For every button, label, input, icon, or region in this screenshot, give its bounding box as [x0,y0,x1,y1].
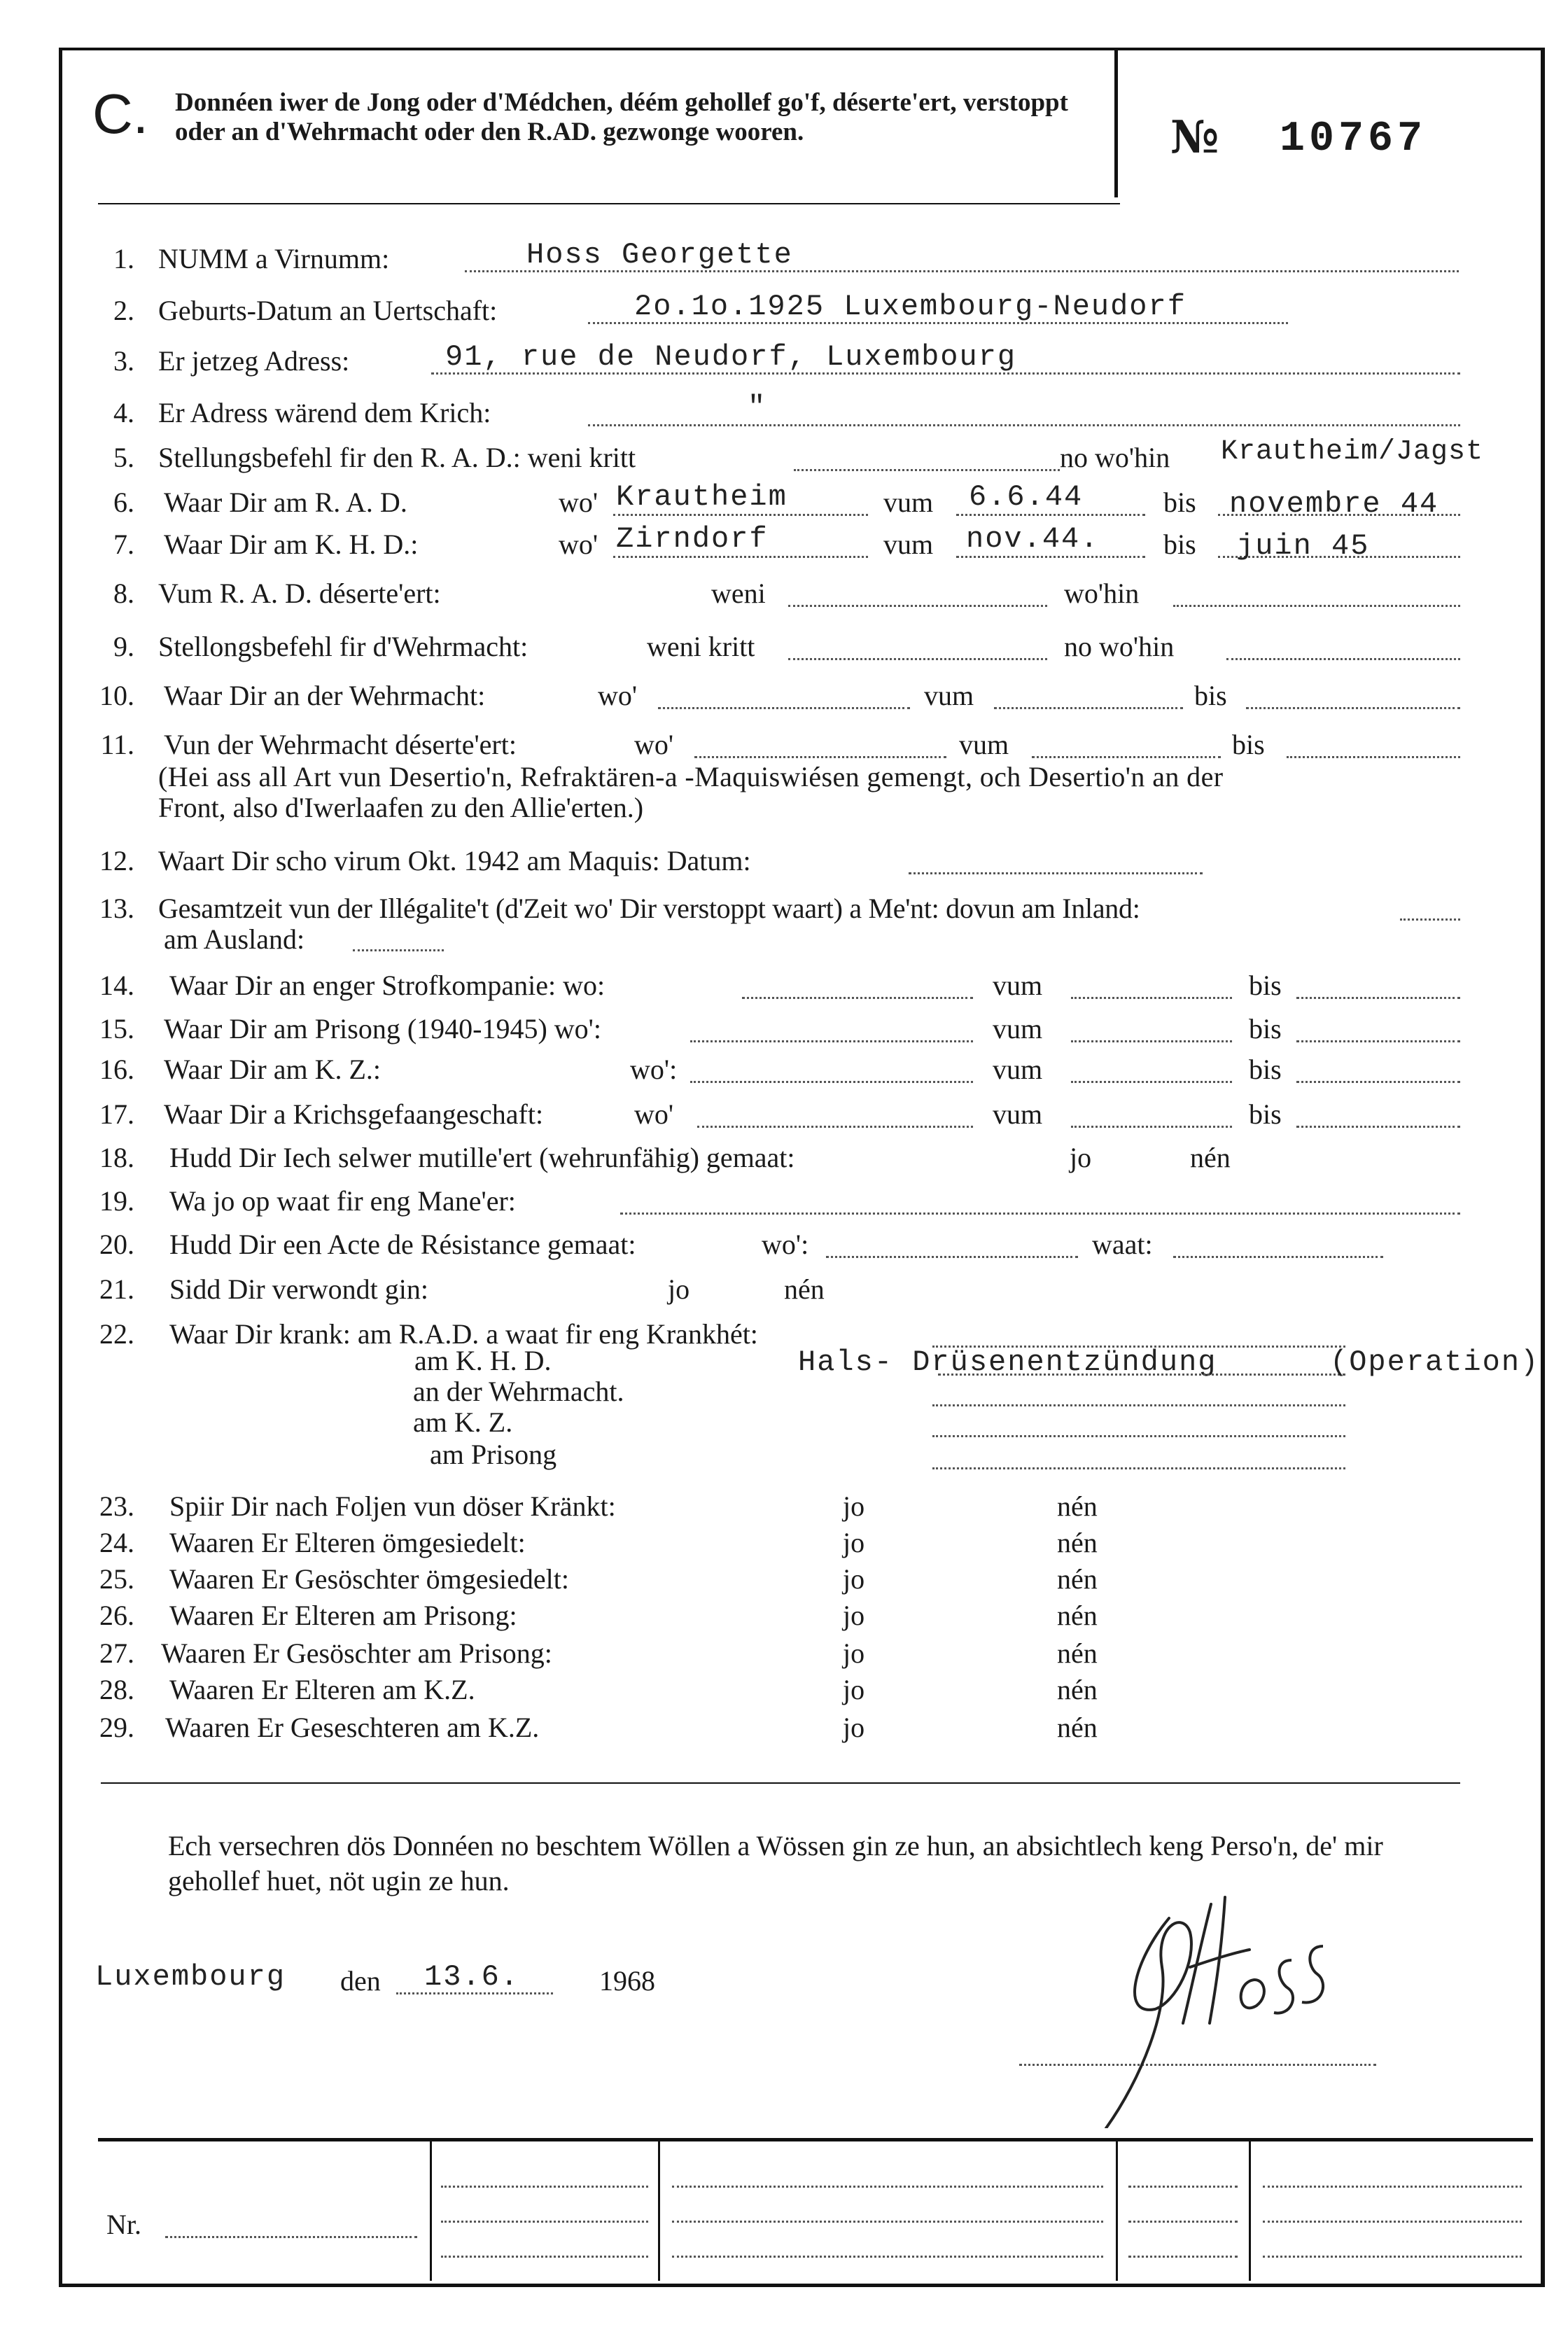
q15-number: 15. [99,1013,134,1044]
q14-vum: vum [993,970,1043,1001]
q1-value[interactable]: Hoss Georgette [526,238,793,272]
q9-weni: weni kritt [647,631,755,662]
q11-from-line [1032,756,1221,758]
q16-wo: wo': [630,1054,678,1085]
q11-wo: wo' [634,729,674,760]
q14-label: Waar Dir an enger Strofkompanie: wo: [169,970,606,1001]
q6-place[interactable]: Krautheim [616,480,788,514]
q4-value[interactable]: " [748,391,767,424]
q22-label: Waar Dir krank: am R.A.D. a waat fir eng Krankhét: [169,1318,758,1350]
cell-1-line-3 [441,2256,648,2258]
q6-from[interactable]: 6.6.44 [969,480,1084,514]
q22-row-wehrmacht: an der Wehrmacht. [413,1376,624,1407]
q8-weni: weni [711,578,766,609]
q22-row-kz: am K. Z. [413,1406,513,1438]
bottom-col-4 [1249,2138,1251,2281]
q24-label: Waaren Er Elteren ömgesiedelt: [169,1527,526,1558]
q16-where-line [690,1081,973,1083]
q4-number: 4. [113,397,134,428]
cell-3-line-2 [1128,2221,1238,2223]
q6-vum: vum [883,487,934,518]
q24-jo[interactable]: jo [843,1527,865,1558]
q13-number: 13. [99,893,134,924]
q22-khd-value[interactable]: Hals- Drüsenentzündung [798,1346,1217,1379]
q13-inland-line [1400,918,1460,921]
q22-row-prisong: am Prisong [430,1439,557,1470]
q21-jo[interactable]: jo [668,1273,690,1305]
q7-label: Waar Dir am K. H. D.: [164,529,419,560]
q26-jo[interactable]: jo [843,1600,865,1631]
q5-value[interactable]: Krautheim/Jagst [1221,436,1484,468]
q7-place-line [613,556,868,558]
header-rule [98,203,1120,204]
q17-label: Waar Dir a Krichsgefaangeschaft: [164,1098,544,1130]
q26-label: Waaren Er Elteren am Prisong: [169,1600,517,1631]
q16-from-line [1071,1081,1232,1083]
q8-label: Vum R. A. D. déserte'ert: [158,578,441,609]
q3-value[interactable]: 91, rue de Neudorf, Luxembourg [445,340,1017,374]
q6-bis: bis [1163,487,1196,518]
q5-number: 5. [113,442,134,473]
q23-label: Spiir Dir nach Foljen vun döser Kränkt: [169,1490,616,1522]
q10-from-line [994,707,1183,709]
q23-nen[interactable]: nén [1057,1490,1098,1522]
q17-to-line [1296,1126,1460,1128]
q9-label: Stellongsbefehl fir d'Wehrmacht: [158,631,528,662]
q20-waat: waat: [1092,1229,1153,1260]
cell-4-line-3 [1263,2256,1522,2258]
q5-label: Stellungsbefehl fir den R. A. D.: weni kritt [158,442,636,473]
cell-1-line-1 [441,2186,648,2188]
q7-vum: vum [883,529,934,560]
q18-label: Hudd Dir Iech selwer mutille'ert (wehrunfähig) gemaat: [169,1142,795,1173]
q18-number: 18. [99,1142,134,1173]
cell-2-line-3 [672,2256,1103,2258]
q11-note-2: Front, also d'Iwerlaafen zu den Allie'erten.) [158,792,644,823]
q17-number: 17. [99,1098,134,1130]
signing-den: den [340,1965,381,1997]
q17-wo: wo' [634,1098,674,1130]
q7-from-line [956,556,1145,558]
q6-wo: wo' [559,487,598,518]
q13-ausland-line [353,949,444,951]
q17-bis: bis [1249,1098,1282,1130]
q15-vum: vum [993,1013,1043,1044]
q21-number: 21. [99,1273,134,1305]
q25-number: 25. [99,1563,134,1595]
signing-place[interactable]: Luxembourg [95,1960,286,1994]
q11-note-1: (Hei ass all Art vun Desertio'n, Refraktären-a -Maquiswiésen gemengt, och Desertio'n an der [158,761,1224,792]
q10-number: 10. [99,680,134,711]
q6-number: 6. [113,487,134,518]
q12-number: 12. [99,845,134,876]
q21-label: Sidd Dir verwondt gin: [169,1273,428,1305]
q23-jo[interactable]: jo [843,1490,865,1522]
q22-khd-line [938,1374,1345,1376]
q17-from-line [1071,1126,1232,1128]
q7-place[interactable]: Zirndorf [616,522,769,556]
q11-bis: bis [1232,729,1265,760]
q24-nen[interactable]: nén [1057,1527,1098,1558]
cell-4-line-2 [1263,2221,1522,2223]
q9-number: 9. [113,631,134,662]
q1-label: NUMM a Virnumm: [158,243,390,274]
q11-where-line [694,756,946,758]
q16-vum: vum [993,1054,1043,1085]
q6-to[interactable]: novembre 44 [1229,487,1439,521]
q19-number: 19. [99,1185,134,1217]
q12-label: Waart Dir scho virum Okt. 1942 am Maquis: Datum: [158,845,751,876]
q15-from-line [1071,1040,1232,1042]
q13-ausland-label: am Ausland: [164,923,305,955]
q20-number: 20. [99,1229,134,1260]
q4-label: Er Adress wärend dem Krich: [158,397,491,428]
nr-label: Nr. [106,2209,141,2240]
q28-number: 28. [99,1674,134,1705]
q7-to[interactable]: juin 45 [1236,529,1370,563]
q22-number: 22. [99,1318,134,1350]
q16-bis: bis [1249,1054,1282,1085]
header-divider [1114,50,1118,197]
q9-when-line [788,658,1047,660]
declaration-text: Ech versechren dös Donnéen no beschtem Wöllen a Wössen gin ze hun, an absichtlech keng Perso'n, de' mir gehollef huet, nöt ugin ze hun. [168,1830,1383,1896]
cell-2-line-1 [672,2186,1103,2188]
bottom-col-2 [658,2138,660,2281]
q25-label: Waaren Er Gesöschter ömgesiedelt: [169,1563,569,1595]
q10-bis: bis [1194,680,1227,711]
q15-to-line [1296,1040,1460,1042]
q9-where-line [1226,658,1460,660]
q3-label: Er jetzeg Adress: [158,345,350,377]
q12-date-line [909,872,1203,874]
q25-nen[interactable]: nén [1057,1563,1098,1595]
q27-label: Waaren Er Gesöschter am Prisong: [161,1637,552,1669]
signing-year: 1968 [599,1965,655,1997]
q7-from[interactable]: nov.44. [966,522,1100,556]
cell-2-line-2 [672,2221,1103,2223]
q17-where-line [697,1126,973,1128]
q27-jo[interactable]: jo [843,1637,865,1669]
cell-3-line-1 [1128,2186,1238,2188]
form-title: Donnéen iwer de Jong oder d'Médchen, déém gehollef go'f, déserte'ert, verstoppt oder an d'Wehrmacht oder den R.AD. gezwonge wooren. [175,88,1068,146]
declaration-rule [101,1782,1460,1784]
q14-bis: bis [1249,970,1282,1001]
q7-bis: bis [1163,529,1196,560]
q22-wehrmacht-line [932,1404,1345,1406]
section-letter: C. [92,83,148,145]
q22-khd-note[interactable]: (Operation) [1330,1346,1540,1379]
q3-number: 3. [113,345,134,377]
q11-to-line [1287,756,1460,758]
q14-where-line [742,997,973,999]
q15-where-line [690,1040,973,1042]
q22-row-khd: am K. H. D. [414,1345,552,1376]
signing-date[interactable]: 13.6. [424,1960,520,1994]
q10-label: Waar Dir an der Wehrmacht: [164,680,486,711]
q20-where-line [826,1256,1078,1258]
q24-number: 24. [99,1527,134,1558]
q29-label: Waaren Er Geseschteren am K.Z. [165,1712,540,1743]
q15-bis: bis [1249,1013,1282,1044]
q26-nen[interactable]: nén [1057,1600,1098,1631]
q5-date-line [794,469,1060,471]
q14-from-line [1071,997,1232,999]
q19-label: Wa jo op waat fir eng Mane'er: [169,1185,516,1217]
q28-jo[interactable]: jo [843,1674,865,1705]
q14-to-line [1296,997,1460,999]
q19-line [620,1213,1460,1215]
q8-number: 8. [113,578,134,609]
q13-label: Gesamtzeit vun der Illégalite't (d'Zeit wo' Dir verstoppt waart) a Me'nt: dovun am Inland: [158,893,1140,924]
q14-number: 14. [99,970,134,1001]
q8-wohin: wo'hin [1064,578,1140,609]
q10-wo: wo' [598,680,638,711]
q28-label: Waaren Er Elteren am K.Z. [169,1674,475,1705]
q16-number: 16. [99,1054,134,1085]
q6-place-line [613,514,868,516]
q20-what-line [1173,1256,1383,1258]
q29-number: 29. [99,1712,134,1743]
q4-line [588,424,1460,426]
q29-jo[interactable]: jo [843,1712,865,1743]
q18-nen[interactable]: nén [1190,1142,1231,1173]
q8-when-line [788,605,1047,607]
q16-to-line [1296,1081,1460,1083]
cell-4-line-1 [1263,2186,1522,2188]
q11-number: 11. [100,729,134,760]
q1-number: 1. [113,243,134,274]
q10-where-line [658,707,910,709]
q27-number: 27. [99,1637,134,1669]
q29-nen[interactable]: nén [1057,1712,1098,1743]
q9-wohin: no wo'hin [1064,631,1175,662]
q28-nen[interactable]: nén [1057,1674,1098,1705]
q16-label: Waar Dir am K. Z.: [164,1054,381,1085]
q15-label: Waar Dir am Prisong (1940-1945) wo': [164,1013,601,1044]
q26-number: 26. [99,1600,134,1631]
q11-vum: vum [959,729,1009,760]
q7-wo: wo' [559,529,598,560]
q11-label: Vun der Wehrmacht déserte'ert: [164,729,517,760]
q23-number: 23. [99,1490,134,1522]
cell-1-line-2 [441,2221,648,2223]
number-symbol: № [1170,111,1219,164]
q8-where-line [1173,605,1460,607]
q5-wohin-label: no wo'hin [1060,442,1170,473]
q10-vum: vum [924,680,974,711]
q2-value[interactable]: 2o.1o.1925 Luxembourg-Neudorf [634,290,1186,323]
q27-nen[interactable]: nén [1057,1637,1098,1669]
handwritten-signature [1092,1876,1330,2128]
q17-vum: vum [993,1098,1043,1130]
q2-label: Geburts-Datum an Uertschaft: [158,295,498,326]
q22-prisong-line [932,1467,1345,1469]
bottom-col-3 [1116,2138,1118,2281]
q6-label: Waar Dir am R. A. D. [164,487,407,518]
q6-from-line [956,514,1145,516]
bottom-table-top [98,2138,1533,2141]
q22-kz-line [932,1435,1345,1437]
q10-to-line [1246,707,1460,709]
q18-jo[interactable]: jo [1070,1142,1092,1173]
form-number: 10767 [1280,116,1427,163]
q20-wo: wo': [762,1229,809,1260]
q7-number: 7. [113,529,134,560]
q21-nen[interactable]: nén [784,1273,825,1305]
bottom-col-1 [430,2138,432,2281]
q25-jo[interactable]: jo [843,1563,865,1595]
cell-3-line-3 [1128,2256,1238,2258]
nr-line[interactable] [165,2236,417,2238]
q2-number: 2. [113,295,134,326]
q20-label: Hudd Dir een Acte de Résistance gemaat: [169,1229,636,1260]
